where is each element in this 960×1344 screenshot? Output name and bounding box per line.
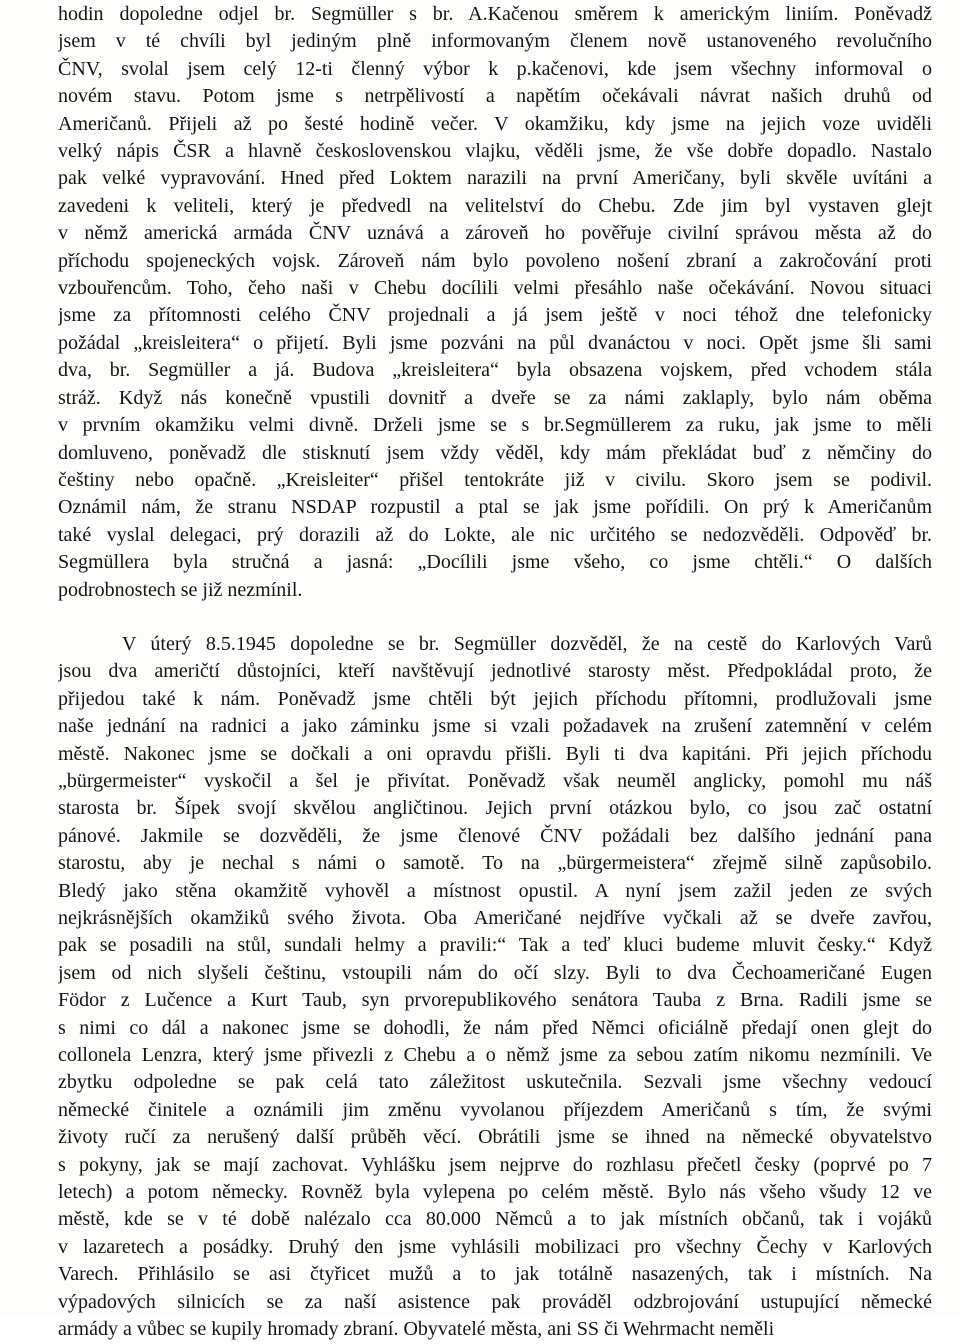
text-line: německé činitele a oznámili jim změnu vyvolanou příjezdem Američanů s tím, že svými (58, 1098, 932, 1121)
text-line: zbytku odpoledne se pak celá tato záležitost uskutečnila. Sezvali jsme všechny vedoucí (58, 1071, 932, 1094)
text-line: V úterý 8.5.1945 dopoledne se br. Segmüller dozvěděl, že na cestě do Karlových Varů (122, 632, 932, 655)
text-line: pak se posadili na stůl, sundali helmy a pravili:“ Tak a teď kluci budeme mluvit česky.“ Když (58, 934, 932, 957)
text-line: starostu, aby je nechal s námi o samotě. To na „bürgermeistera“ zřejmě silně zapůsobilo. (58, 852, 932, 875)
text-line: domluveno, poněvadž dle stisknutí jsem vždy věděl, kdy mám překládat buď z němčiny do (58, 441, 932, 464)
text-line: požádal „kreisleitera“ o přijetí. Byli jsme pozváni na půl dvanáctou v noci. Opět jsme šli sami (58, 331, 932, 354)
text-line: armády a vůbec se kupily hromady zbraní. Obyvatelé města, ani SS či Wehrmacht neměli (58, 1318, 775, 1341)
text-line: jsem od nich slyšeli češtinu, vstoupili nám do očí slzy. Byli to dva Čechoameričané Eugen (58, 961, 932, 984)
text-line: také vyslal delegaci, prý dorazili až do Lokte, ale nic určitého se nedozvěděli. Odpověď br. (58, 523, 932, 546)
text-line: velký nápis ČSR a hlavně československou vlajku, věděli jsme, že vše dobře dopadlo. Nastalo (58, 140, 932, 163)
text-line: v lazaretech a posádky. Druhý den jsme vyhlásili mobilizaci pro všechny Čechy v Karlových (58, 1235, 932, 1258)
text-line: naše jednání na radnici a jako záminku jsme si vzali požadavek na zrušení zatemnění v celém (58, 715, 932, 738)
text-line: collonela Lenzra, který jsme přivezli z Chebu a o němž jsme za sebou zatím nikomu nezmínili. Ve (58, 1044, 932, 1067)
text-line: životy ručí za nerušený další průběh věcí. Obrátili jsme se ihned na německé obyvatelstvo (58, 1126, 932, 1149)
text-line: češtiny nebo opačně. „Kreisleiter“ přišel tentokráte již v civilu. Skoro jsem se podivil. (58, 468, 932, 491)
text-line: hodin dopoledne odjel br. Segmüller s br. A.Kačenou směrem k americkým liniím. Poněvadž (58, 3, 932, 25)
text-line: v němž americká armáda ČNV uznává a zároveň ho pověřuje civilní správou města až do (58, 222, 932, 245)
text-line: dva, br. Segmüller a já. Budova „kreisleitera“ byla obsazena vojskem, před vchodem stála (58, 359, 932, 382)
text-line: Bledý jako stěna okamžitě vyhověl a místnost opustil. A nyní jsem zažil jeden ze svých (58, 879, 932, 902)
text-line: Američanů. Přijeli až po šesté hodině večer. V okamžiku, kdy jsme na jejich voze uviděli (58, 112, 932, 135)
paragraph-2 (58, 631, 932, 1344)
text-line: jsem v té chvíli byl jediným plně informovaným členem nově ustanoveného revolučního (58, 30, 932, 53)
text-line: městě. Nakonec jsme se dočkali a oni opravdu přišli. Byli ti dva kapitáni. Při jejich příchodu (58, 742, 932, 765)
text-line: Varech. Přihlásilo se asi čtyřicet mužů a to jak totálně nasazených, tak i místních. Na (58, 1263, 932, 1286)
text-line: Segmüllera byla stručná a jasná: „Docílili jsme všeho, co jsme chtěli.“ O dalších (58, 551, 932, 574)
text-line: s pokyny, jak se mají zachovat. Vyhlášku jsem nejprve do rozhlasu přečetl česky (poprvé po 7 (58, 1153, 932, 1176)
text-line: zavedeni k veliteli, který je předvedl na velitelství do Chebu. Zde jim byl vystaven glejt (58, 194, 932, 217)
text-line: podrobnostech se již nezmínil. (58, 578, 303, 601)
text-line: „bürgermeister“ vyskočil a šel je přivítat. Poněvadž však neuměl anglicky, pomohl mu náš (58, 769, 932, 792)
text-line: v prvním okamžiku velmi divně. Drželi jsme se s br.Segmüllerem za ruku, jak jsme to měli (58, 414, 932, 437)
text-line: stráž. Když nás konečně vpustili dovnitř a dveře se za námi zaklaply, bylo nám oběma (58, 386, 932, 409)
text-line: jsme za přítomnosti celého ČNV projednali a já jsem ještě v noci téhož dne telefonicky (58, 304, 932, 327)
text-line: starosta br. Šípek svojí skvělou angličtinou. Jejich první otázkou bylo, co jsou zač ostatní (58, 797, 932, 820)
text-line: letech) a potom německy. Rovněž byla vylepena po celém městě. Bylo nás všeho všudy 12 ve (58, 1181, 932, 1204)
text-line: vzbouřencům. Toho, čeho naši v Chebu docílili velmi přesáhlo naše očekávání. Novou situaci (58, 277, 932, 300)
text-line: novém stavu. Potom jsme s netrpělivostí a napětím očekávali návrat našich druhů od (58, 85, 932, 108)
text-line: příchodu spojeneckých vojsk. Zároveň nám bylo povoleno nošení zbraní a zakročování proti (58, 249, 932, 272)
text-line: s nimi co dál a nakonec jsme se dohodli, že nám před Němci oficiálně předají onen glejt do (58, 1016, 932, 1039)
text-line: nejkrásnějších okamžiků svého života. Oba Američané nejdříve vyčkali až se dveře zavřou, (58, 907, 932, 929)
paragraph-1 (58, 1, 932, 604)
text-line: přijedou také k nám. Poněvadž jsme chtěli být jejich příchodu přítomni, prodlužovali jsme (58, 687, 932, 710)
text-line: ČNV, svolal jsem celý 12-ti členný výbor k p.kačenovi, kde jsem všechny informoval o (58, 57, 932, 80)
text-line: jsou dva američtí důstojníci, kteří navštěvují jednotlivé starosty měst. Předpokládal proto, že (58, 660, 932, 683)
text-line: výpadových silnicích se za naší asistence pak prováděl odzbrojování ustupující německé (58, 1290, 932, 1313)
text-line: pak velké vypravování. Hned před Loktem narazili na první Američany, byli skvěle uvítáni a (58, 167, 932, 190)
text-line: pánové. Jakmile se dozvěděli, že jsme členové ČNV požádali bez dalšího jednání pana (58, 824, 932, 847)
text-line: Oznámil nám, že stranu NSDAP rozpustil a ptal se jak jsme pořídili. On prý k Američanům (58, 496, 932, 519)
text-line: městě, kde se v té době nalézalo cca 80.000 Němců a to jak místních občanů, tak i vojáků (58, 1208, 932, 1231)
text-line: Födor z Lučence a Kurt Taub, syn prvorepublikového senátora Tauba z Brna. Radili jsme se (58, 989, 932, 1012)
